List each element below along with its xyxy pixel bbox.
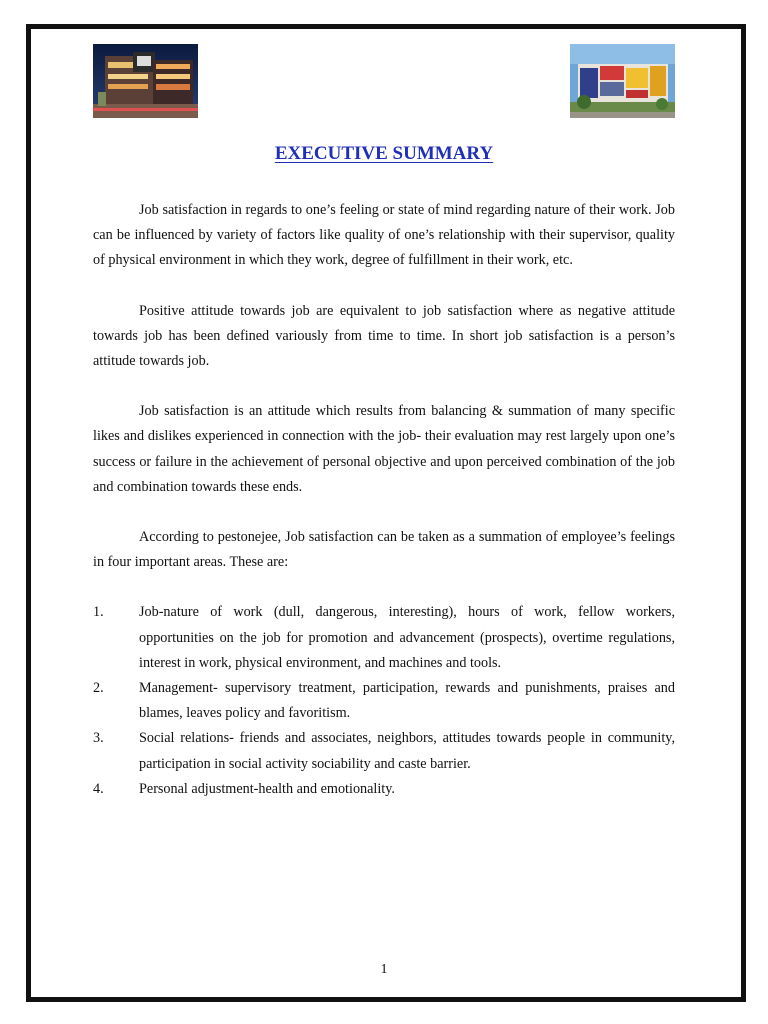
document-body (93, 198, 675, 802)
list-text: Job-nature of work (dull, dangerous, interesting), hours of work, fellow workers, opportunities on the job for promotion and advancement (prospects), overtime regulations, interest in work, physical environment, and machines and tools. (139, 604, 675, 671)
list-item (93, 600, 675, 676)
paragraph: Positive attitude towards job are equivalent to job satisfaction where as negative attitude towards job has been defined variously from time to time. In short job satisfaction is a person’s attitude towards job. (93, 302, 675, 370)
numbered-list (93, 600, 675, 802)
paragraph: Job satisfaction is an attitude which results from balancing & summation of many specific likes and dislikes experienced in connection with the job- their evaluation may rest largely upon one’s success or failure in the achievement of personal objective and upon perceived combination of the job and combination towards these ends. (93, 403, 675, 495)
list-number: 3. (93, 730, 104, 747)
page-number: 1 (380, 962, 388, 977)
list-text: Social relations- friends and associates, neighbors, attitudes towards people in community, participation in social activity sociability and caste barrier. (139, 730, 675, 772)
list-item (93, 726, 675, 776)
mall-night-image (93, 44, 198, 118)
paragraph: Job satisfaction in regards to one’s feeling or state of mind regarding nature of their work. Job can be influenced by variety of factors like quality of one’s relationship with their supervisor, quality of physical environment in which they work, degree of fulfillment in their work, etc. (93, 202, 675, 269)
list-number: 1. (93, 604, 104, 621)
list-text: Personal adjustment-health and emotionality. (139, 780, 395, 797)
list-item (93, 777, 675, 802)
building-photo-left (93, 44, 198, 118)
mall-day-image (570, 44, 675, 118)
building-photo-right (570, 44, 675, 118)
list-text: Management- supervisory treatment, participation, rewards and punishments, praises and blames, leaves policy and favoritism. (139, 680, 675, 722)
paragraph: According to pestonejee, Job satisfaction can be taken as a summation of employee’s feelings in four important areas. These are: (93, 529, 675, 571)
document-title: EXECUTIVE SUMMARY (274, 143, 494, 164)
list-number: 4. (93, 780, 104, 797)
list-item (93, 676, 675, 726)
list-number: 2. (93, 680, 104, 697)
